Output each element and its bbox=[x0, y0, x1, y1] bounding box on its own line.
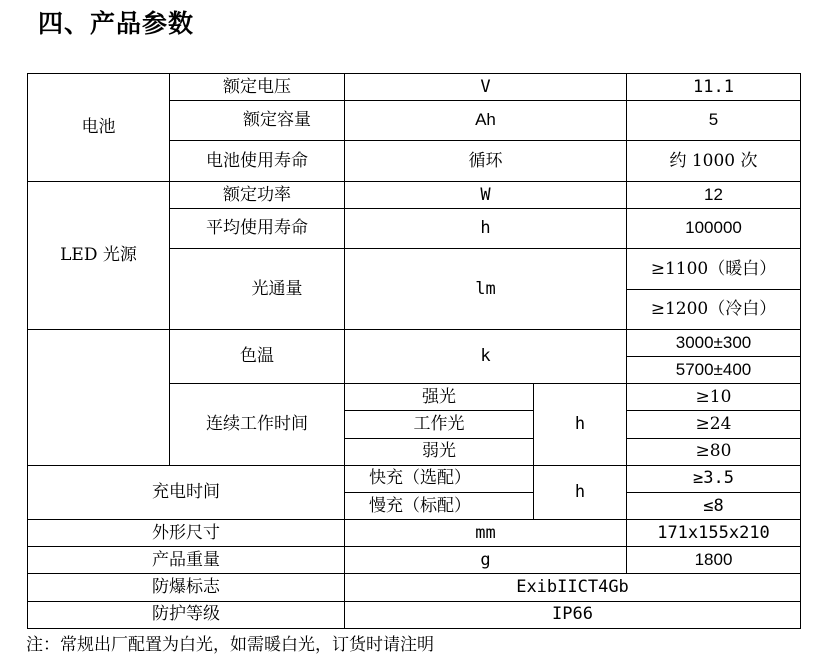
param-unit: h bbox=[534, 384, 627, 466]
param-value: ≤8 bbox=[627, 492, 801, 519]
group-label-battery: 电池 bbox=[28, 74, 170, 182]
param-unit: Ah bbox=[345, 101, 627, 141]
param-unit: g bbox=[345, 547, 627, 574]
footnote: 注：常规出厂配置为白光，如需暖白光，订货时请注明 bbox=[26, 635, 434, 655]
param-value: 约 1000 次 bbox=[627, 141, 801, 181]
param-name: 产品重量 bbox=[28, 547, 345, 574]
mode-name: 慢充（标配） bbox=[345, 492, 534, 519]
param-unit: W bbox=[345, 181, 627, 208]
param-name: 额定容量 bbox=[170, 101, 345, 141]
group-label-empty bbox=[28, 329, 170, 465]
param-value: ≥24 bbox=[627, 411, 801, 438]
table-row bbox=[28, 547, 801, 574]
param-name: 额定电压 bbox=[170, 74, 345, 101]
param-name: 连续工作时间 bbox=[170, 384, 345, 466]
param-name: 充电时间 bbox=[28, 465, 345, 519]
param-name: 平均使用寿命 bbox=[170, 208, 345, 248]
param-value: ≥1200（冷白） bbox=[627, 289, 801, 329]
table-row bbox=[28, 520, 801, 547]
param-value: 3000±300 bbox=[627, 329, 801, 356]
table-row bbox=[28, 574, 801, 601]
table-row bbox=[28, 329, 801, 356]
param-unit: 循环 bbox=[345, 141, 627, 181]
param-value: 5 bbox=[627, 101, 801, 141]
param-value: IP66 bbox=[345, 601, 801, 628]
param-value: ExibIICT4Gb bbox=[345, 574, 801, 601]
table-row bbox=[28, 181, 801, 208]
section-title: 四、产品参数 bbox=[38, 9, 195, 38]
mode-name: 快充（选配） bbox=[345, 465, 534, 492]
param-value: ≥10 bbox=[627, 384, 801, 411]
param-unit: V bbox=[345, 74, 627, 101]
param-unit: h bbox=[534, 465, 627, 519]
mode-name: 工作光 bbox=[345, 411, 534, 438]
param-unit: k bbox=[345, 329, 627, 383]
param-name: 光通量 bbox=[170, 249, 345, 330]
table-row bbox=[28, 601, 801, 628]
param-value: ≥1100（暖白） bbox=[627, 249, 801, 289]
param-value: 11.1 bbox=[627, 74, 801, 101]
param-unit: mm bbox=[345, 520, 627, 547]
param-value: 100000 bbox=[627, 208, 801, 248]
param-name: 外形尺寸 bbox=[28, 520, 345, 547]
param-unit: h bbox=[345, 208, 627, 248]
param-value: ≥3.5 bbox=[627, 465, 801, 492]
param-name: 额定功率 bbox=[170, 181, 345, 208]
mode-name: 强光 bbox=[345, 384, 534, 411]
table-row bbox=[28, 465, 801, 492]
param-name: 色温 bbox=[170, 329, 345, 383]
param-name: 电池使用寿命 bbox=[170, 141, 345, 181]
param-value: 1800 bbox=[627, 547, 801, 574]
param-value: 171x155x210 bbox=[627, 520, 801, 547]
param-value: 5700±400 bbox=[627, 356, 801, 383]
product-parameters-table bbox=[27, 73, 801, 629]
param-unit: lm bbox=[345, 249, 627, 330]
param-name: 防护等级 bbox=[28, 601, 345, 628]
table-row bbox=[28, 74, 801, 101]
param-value: ≥80 bbox=[627, 438, 801, 465]
group-label-led: LED 光源 bbox=[28, 181, 170, 329]
mode-name: 弱光 bbox=[345, 438, 534, 465]
param-name: 防爆标志 bbox=[28, 574, 345, 601]
param-value: 12 bbox=[627, 181, 801, 208]
